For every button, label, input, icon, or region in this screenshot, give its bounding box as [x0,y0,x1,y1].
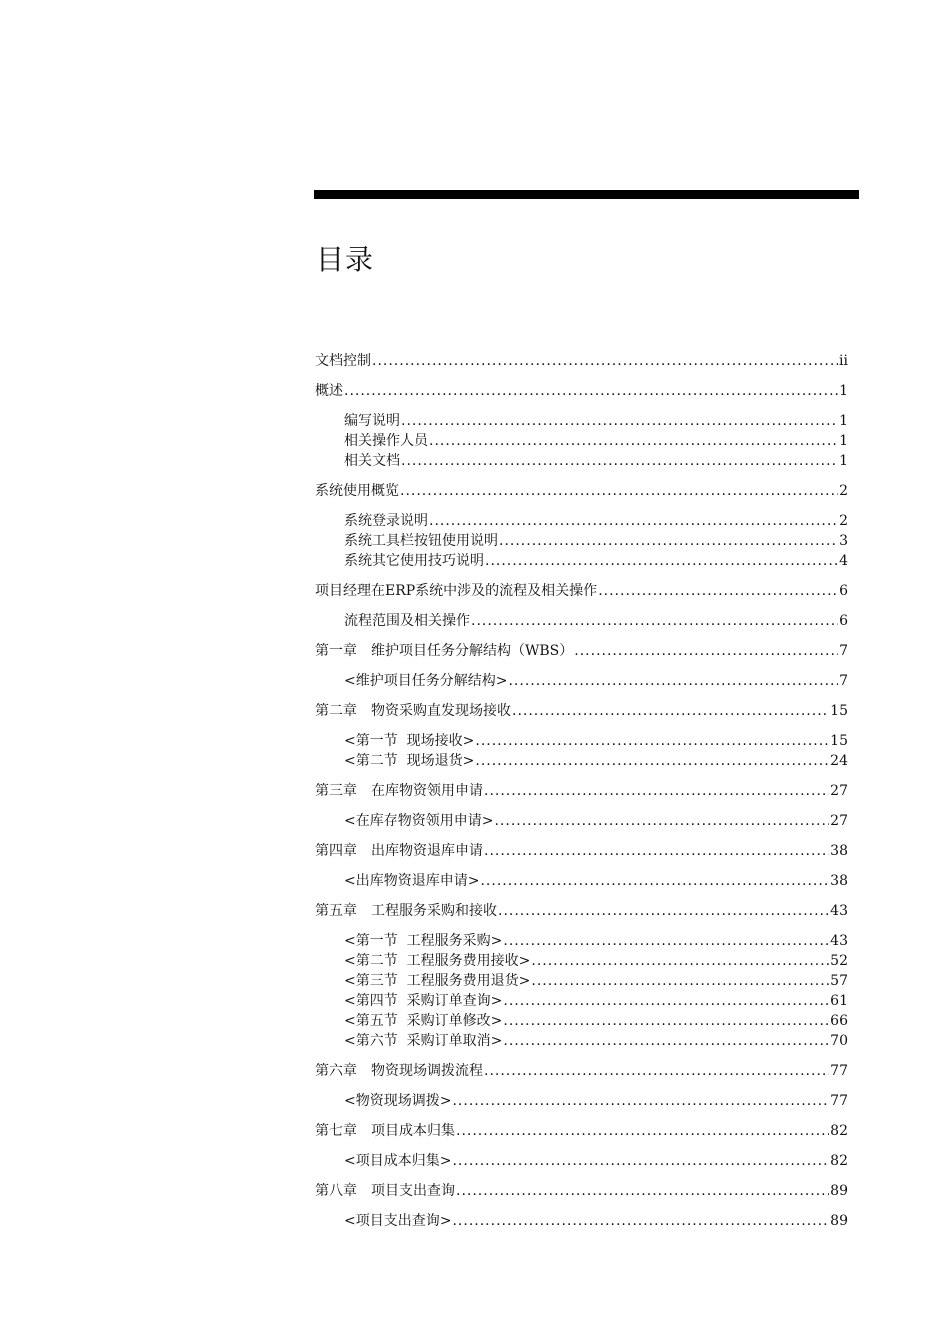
dot-leader [372,351,838,371]
toc-entry[interactable] [315,701,848,721]
toc-entry-title: 流程范围及相关操作 [344,613,470,629]
dot-leader [456,1181,829,1201]
dot-leader [401,451,838,471]
toc-page-number: ii [839,353,848,369]
dot-leader [429,511,838,531]
dot-leader [485,551,838,571]
toc-subentry[interactable] [315,931,848,951]
toc-entry-title: 第五章 工程服务采购和接收 [315,903,497,919]
toc-page-number: 27 [830,813,848,829]
toc-entry-title: <第二节 现场退货> [344,753,475,769]
toc-subentry[interactable] [315,1211,848,1231]
toc-entry-title: 编写说明 [344,413,400,429]
dot-leader [456,1121,829,1141]
toc-entry[interactable] [315,781,848,801]
toc-page-number: 66 [830,1013,848,1029]
toc-page-number: 7 [839,673,848,689]
toc-page-number: 1 [839,383,848,399]
dot-leader [498,901,829,921]
dot-leader [574,641,838,661]
toc-entry[interactable] [315,381,848,401]
toc-subentry[interactable] [315,971,848,991]
toc-entry-title: 第四章 出库物资退库申请 [315,843,483,859]
toc-entry[interactable] [315,1121,848,1141]
toc-entry[interactable] [315,581,848,601]
dot-leader [452,1211,829,1231]
dot-leader [503,1011,829,1031]
toc-subentry[interactable] [315,751,848,771]
toc-subentry[interactable] [315,1031,848,1051]
toc-subentry[interactable] [315,611,848,631]
toc-page-number: 1 [839,453,848,469]
toc-entry-title: 项目经理在ERP系统中涉及的流程及相关操作 [315,583,598,599]
dot-leader [484,841,829,861]
toc-page-number: 77 [830,1063,848,1079]
toc-subentry[interactable] [315,411,848,431]
toc-page-number: 89 [830,1183,848,1199]
dot-leader [531,951,829,971]
dot-leader [512,701,829,721]
dot-leader [452,1091,829,1111]
toc-subentry[interactable] [315,991,848,1011]
toc-page-number: 77 [830,1093,848,1109]
dot-leader [499,531,838,551]
toc-entry-title: 第二章 物资采购直发现场接收 [315,703,511,719]
dot-leader [475,751,829,771]
toc-entry-title: 系统使用概览 [315,483,399,499]
toc-page-number: 15 [830,733,848,749]
toc-page-number: 2 [839,483,848,499]
toc-page-number: 27 [830,783,848,799]
toc-subentry[interactable] [315,551,848,571]
dot-leader [471,611,838,631]
toc-page-number: 43 [830,933,848,949]
toc-subentry[interactable] [315,1151,848,1171]
dot-leader [531,971,829,991]
toc-entry-title: <第一节 工程服务采购> [344,933,503,949]
dot-leader [401,411,838,431]
toc-page-number: 1 [839,413,848,429]
toc-entry-title: <出库物资退库申请> [344,873,480,889]
dot-leader [503,991,829,1011]
toc-entry-title: <第六节 采购订单取消> [344,1033,503,1049]
toc-subentry[interactable] [315,511,848,531]
dot-leader [344,381,838,401]
toc-subentry[interactable] [315,451,848,471]
dot-leader [475,731,829,751]
toc-subentry[interactable] [315,1091,848,1111]
toc-page-number: 89 [830,1213,848,1229]
table-of-contents [315,351,848,1231]
toc-entry-title: <第一节 现场接收> [344,733,475,749]
toc-page-number: 38 [830,873,848,889]
toc-page-number: 82 [830,1153,848,1169]
toc-subentry[interactable] [315,811,848,831]
toc-entry-title: <第四节 采购订单查询> [344,993,503,1009]
toc-page-number: 7 [839,643,848,659]
dot-leader [598,581,838,601]
dot-leader [429,431,838,451]
dot-leader [484,781,829,801]
toc-page-number: 6 [839,583,848,599]
toc-entry-title: 概述 [315,383,343,399]
toc-entry-title: 相关操作人员 [344,433,428,449]
toc-entry[interactable] [315,841,848,861]
toc-entry-title: <第二节 工程服务费用接收> [344,953,531,969]
toc-entry-title: 文档控制 [315,353,371,369]
toc-entry-title: 第七章 项目成本归集 [315,1123,455,1139]
toc-page-number: 57 [830,973,848,989]
toc-entry-title: 系统登录说明 [344,513,428,529]
toc-page-number: 70 [830,1033,848,1049]
toc-entry-title: <维护项目任务分解结构> [344,673,508,689]
toc-entry[interactable] [315,1181,848,1201]
toc-subentry[interactable] [315,531,848,551]
toc-entry[interactable] [315,351,848,371]
dot-leader [400,481,838,501]
toc-entry[interactable] [315,481,848,501]
toc-entry-title: 第八章 项目支出查询 [315,1183,455,1199]
toc-entry-title: <在库存物资领用申请> [344,813,494,829]
toc-page-number: 52 [830,953,848,969]
toc-entry-title: 相关文档 [344,453,400,469]
toc-entry-title: <物资现场调拨> [344,1093,452,1109]
toc-entry-title: <第五节 采购订单修改> [344,1013,503,1029]
toc-entry-title: <第三节 工程服务费用退货> [344,973,531,989]
toc-subentry[interactable] [315,671,848,691]
dot-leader [484,1061,829,1081]
toc-page-number: 43 [830,903,848,919]
dot-leader [503,931,829,951]
dot-leader [503,1031,829,1051]
toc-page-number: 4 [839,553,848,569]
toc-subentry[interactable] [315,1011,848,1031]
toc-page-number: 15 [830,703,848,719]
toc-subentry[interactable] [315,951,848,971]
toc-entry-title: 系统工具栏按钮使用说明 [344,533,498,549]
toc-entry[interactable] [315,1061,848,1081]
dot-leader [494,811,829,831]
toc-entry-title: 第三章 在库物资领用申请 [315,783,483,799]
toc-subentry[interactable] [315,731,848,751]
toc-entry-title: 系统其它使用技巧说明 [344,553,484,569]
toc-page-number: 38 [830,843,848,859]
toc-entry-title: <项目支出查询> [344,1213,452,1229]
toc-entry-title: <项目成本归集> [344,1153,452,1169]
toc-entry[interactable] [315,641,848,661]
toc-page-number: 1 [839,433,848,449]
heading-rule [314,190,859,199]
toc-page-number: 82 [830,1123,848,1139]
dot-leader [452,1151,829,1171]
dot-leader [508,671,838,691]
toc-entry[interactable] [315,901,848,921]
toc-subentry[interactable] [315,871,848,891]
page-title: 目录 [316,243,375,276]
toc-page-number: 3 [839,533,848,549]
toc-page-number: 2 [839,513,848,529]
toc-entry-title: 第一章 维护项目任务分解结构（WBS） [315,643,574,659]
toc-page-number: 6 [839,613,848,629]
toc-page-number: 61 [830,993,848,1009]
dot-leader [480,871,829,891]
toc-subentry[interactable] [315,431,848,451]
toc-page-number: 24 [830,753,848,769]
toc-entry-title: 第六章 物资现场调拨流程 [315,1063,483,1079]
